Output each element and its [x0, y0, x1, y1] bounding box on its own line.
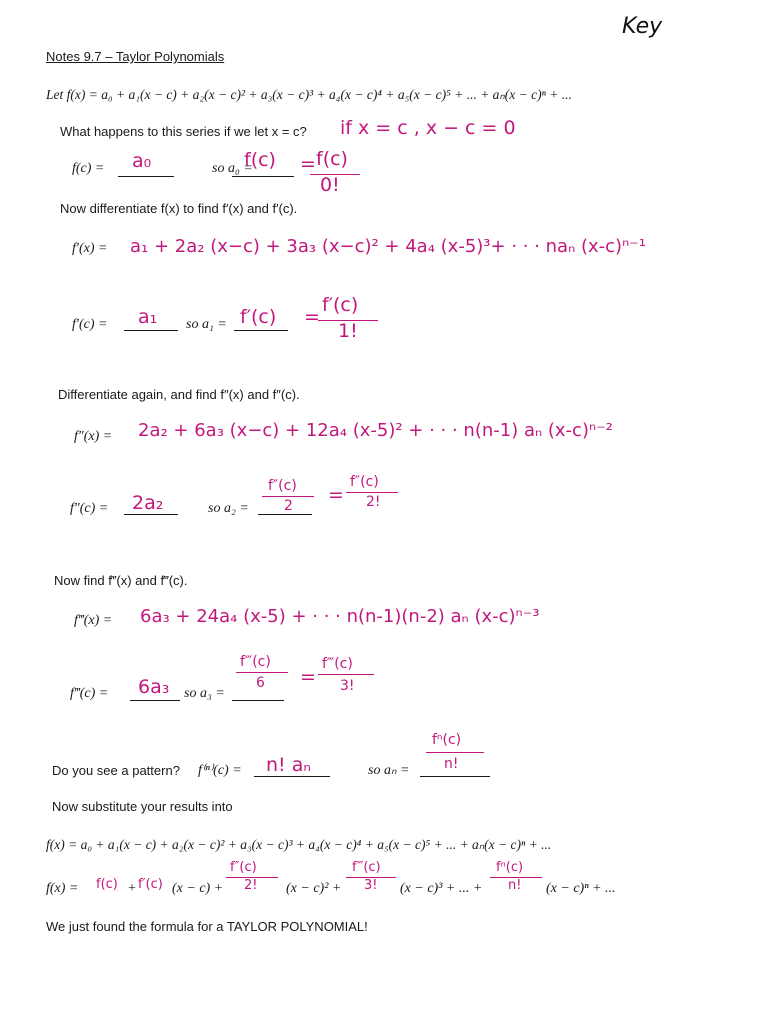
a2-fraction-bar-2 [346, 492, 398, 493]
a0-denominator: 0! [320, 174, 340, 196]
fdouble-x-answer: 2a₂ + 6a₃ (x−c) + 12a₄ (x-5)² + · · · n(n-1) aₙ (x-c)ⁿ⁻² [138, 420, 613, 441]
a2-numerator-2: f″(c) [350, 474, 379, 490]
fprime-c-so-label: so a₁ = [186, 317, 227, 332]
a1-answer: f′(c) [240, 306, 277, 328]
conclusion-text: We just found the formula for a TAYLOR POLYNOMIAL! [46, 919, 368, 934]
a2-numerator: f″(c) [268, 478, 297, 494]
a2-denominator-2: 2! [366, 494, 381, 510]
fc-blank [118, 176, 174, 177]
final-plus-1: + [128, 881, 136, 896]
fc-so-label: so a₀ = [212, 161, 253, 176]
a1-blank [234, 330, 288, 331]
a3-numerator-2: f‴(c) [322, 656, 353, 672]
final-den-2: 2! [244, 878, 258, 893]
pattern-answer: n! aₙ [266, 754, 311, 776]
ftriple-c-answer: 6a₃ [138, 676, 170, 698]
a3-denominator-2: 3! [340, 678, 355, 694]
a2-fraction-bar [262, 496, 314, 497]
differentiate-prompt-1: Now differentiate f(x) to find f′(x) and f′(c). [60, 201, 298, 216]
final-tail-1: (x − c) + [172, 881, 224, 896]
a2-blank [258, 514, 312, 515]
a3-numerator: f‴(c) [240, 654, 271, 670]
a1-equals: = [304, 306, 320, 328]
answer-x-equals-c: if x = c , x − c = 0 [340, 117, 516, 139]
final-den-n: n! [508, 878, 522, 893]
final-num-n: fⁿ(c) [496, 860, 524, 875]
final-tail-3: (x − c)³ + ... + [400, 881, 483, 896]
page-title: Notes 9.7 – Taylor Polynomials [46, 49, 225, 64]
an-blank [420, 776, 490, 777]
ftriple-c-blank [130, 700, 180, 701]
ftriple-x-answer: 6a₃ + 24a₄ (x-5) + · · · n(n-1)(n-2) aₙ (x-c)ⁿ⁻³ [140, 606, 540, 627]
fc-answer: a₀ [132, 150, 152, 172]
a1-denominator: 1! [338, 320, 358, 342]
fc-label: f(c) = [72, 161, 105, 176]
a1-numerator: f′(c) [322, 294, 359, 316]
a0-numerator: f(c) [316, 148, 348, 170]
final-den-3: 3! [364, 878, 378, 893]
final-num-3: f‴(c) [352, 860, 381, 875]
a3-fraction-bar [236, 672, 288, 673]
question-x-equals-c: What happens to this series if we let x = c? [60, 124, 307, 139]
a3-denominator: 6 [256, 675, 265, 691]
fdouble-c-blank [124, 514, 178, 515]
fdouble-c-answer: 2a₂ [132, 492, 164, 514]
differentiate-prompt-2: Differentiate again, and find f″(x) and f″(c). [58, 387, 300, 402]
series-restated: f(x) = a₀ + a₁(x − c) + a₂(x − c)² + a₃(x − c)³ + a₄(x − c)⁴ + a₅(x − c)⁵ + ... + aₙ(x − c)ⁿ + ... [46, 837, 552, 852]
pattern-so-label: so aₙ = [368, 763, 410, 778]
fdouble-x-label: f″(x) = [74, 429, 113, 444]
fprime-x-label: f′(x) = [72, 241, 108, 256]
fprime-c-blank [124, 330, 178, 331]
differentiate-prompt-3: Now find f‴(x) and f‴(c). [54, 573, 188, 588]
final-term-0: f(c) [96, 877, 118, 892]
series-definition: Let f(x) = a₀ + a₁(x − c) + a₂(x − c)² + a₃(x − c)³ + a₄(x − c)⁴ + a₅(x − c)⁵ + ... + aₙ(x − c)ⁿ + ... [46, 87, 572, 102]
fprime-c-answer: a₁ [138, 306, 158, 328]
fdouble-c-so-label: so a₂ = [208, 501, 249, 516]
fprime-x-answer: a₁ + 2a₂ (x−c) + 3a₃ (x−c)² + 4a₄ (x-5)³+ · · · naₙ (x-c)ⁿ⁻¹ [130, 236, 646, 257]
ftriple-x-label: f‴(x) = [74, 613, 113, 628]
a2-denominator: 2 [284, 498, 293, 514]
pattern-label: f⁽ⁿ⁾(c) = [198, 763, 242, 778]
pattern-prompt: Do you see a pattern? [52, 763, 180, 778]
an-denominator: n! [444, 756, 459, 772]
a3-fraction-bar-2 [318, 674, 374, 675]
an-numerator: fⁿ(c) [432, 732, 462, 748]
substitute-prompt: Now substitute your results into [52, 799, 233, 814]
a3-equals: = [300, 666, 316, 688]
an-fraction-bar [426, 752, 484, 753]
a2-equals: = [328, 484, 344, 506]
ftriple-c-so-label: so a₃ = [184, 686, 225, 701]
final-tail-2: (x − c)² + [286, 881, 342, 896]
final-label: f(x) = [46, 881, 79, 896]
fprime-c-label: f′(c) = [72, 317, 108, 332]
final-num-2: f″(c) [230, 860, 257, 875]
a0-blank [232, 176, 294, 177]
final-tail-n: (x − c)ⁿ + ... [546, 881, 616, 896]
a0-answer: f(c) [244, 149, 276, 171]
a3-blank [232, 700, 284, 701]
final-term-1: f′(c) [138, 877, 163, 892]
key-label: Key [622, 14, 663, 39]
ftriple-c-label: f‴(c) = [70, 686, 109, 701]
pattern-blank [254, 776, 330, 777]
fdouble-c-label: f″(c) = [70, 501, 109, 516]
a0-equals: = [300, 153, 316, 175]
